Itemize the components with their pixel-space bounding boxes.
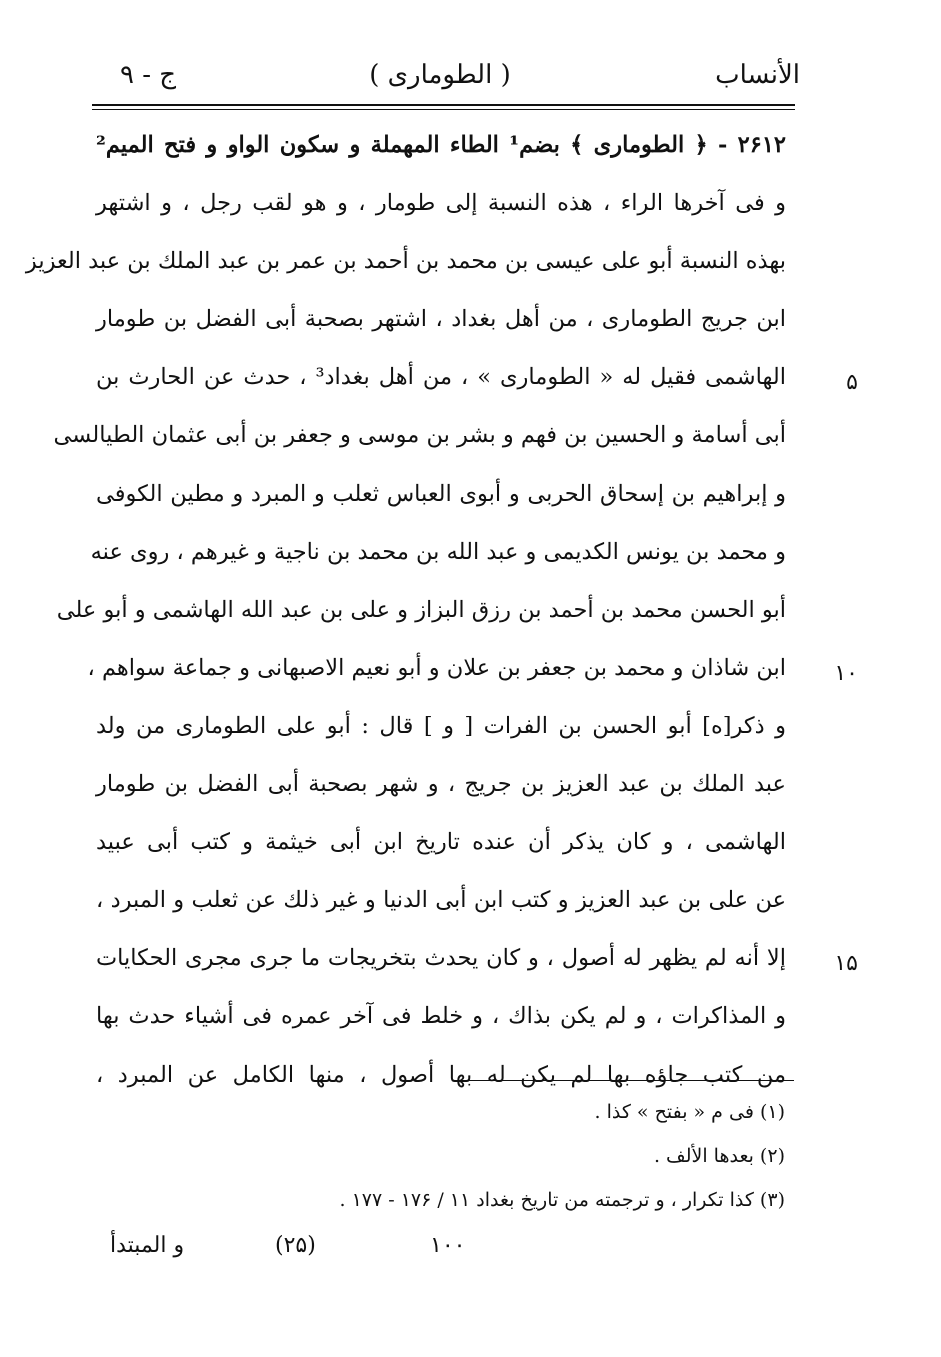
signature-mark: ۱۰۰ [430, 1233, 466, 1258]
line-text: ۲۶۱۲ - ﴿ الطوماری ﴾ بضم¹ الطاء المهملة و سکون الواو و فتح المیم² [96, 132, 786, 158]
line-text: أبو الحسن محمد بن أحمد بن رزق البزاز و علی بن عبد الله الهاشمی و أبو علی [56, 596, 786, 623]
main-text [25, 120, 858, 1108]
header-rule [92, 104, 795, 106]
text-line [96, 991, 786, 1049]
line-text: و محمد بن یونس الکدیمی و عبد الله بن محمد بن ناجیة و غیرهم ، روی عنه [90, 538, 786, 565]
text-line [53, 410, 786, 468]
text-line [96, 701, 786, 759]
catchword: و المبتدأ [110, 1233, 185, 1258]
line-text: و إبراهیم بن إسحاق الحربی و أبوی العباس ثعلب و المبرد و مطین الکوفی [96, 480, 786, 507]
footnote-2: (۲) بعدها الألف . [653, 1145, 785, 1167]
line-text: و ذکر[ه] أبو الحسن بن الفرات [ و ] قال : أبو علی الطوماری من ولد [96, 712, 786, 739]
line-number: ۱۰ [834, 660, 858, 686]
text-line [56, 585, 786, 643]
text-line [96, 294, 786, 352]
page-footer [110, 1226, 710, 1266]
line-text: الهاشمی فقیل له « الطوماری » ، من أهل بغداد³ ، حدث عن الحارث بن [96, 364, 786, 391]
text-line [96, 759, 786, 817]
text-line [96, 817, 786, 875]
line-text: أبی أسامة و الحسین بن فهم و بشر بن موسی و جعفر بن أبی عثمان الطیالسی [53, 422, 786, 449]
footnote-rule [460, 1080, 794, 1081]
text-line [96, 933, 858, 991]
header-section: الأنساب [715, 60, 800, 90]
header-volume: ج - ۹ [120, 60, 177, 90]
text-line [96, 120, 786, 178]
line-text: عن علی بن عبد العزیز و کتب ابن أبی الدنیا و غیر ذلك عن ثعلب و المبرد ، [96, 887, 786, 914]
line-text: ابن شاذان و محمد بن جعفر بن علان و أبو نعیم الاصبهانی و جماعة سواهم ، [87, 654, 786, 681]
text-line [96, 469, 786, 527]
text-line [25, 236, 786, 294]
line-text: ابن جریج الطوماری ، من أهل بغداد ، اشتهر بصحبة أبی الفضل بن طومار [96, 306, 786, 333]
footnote-1: (۱) فی م « بفتح » کذا . [594, 1101, 785, 1123]
line-text: عبد الملك بن عبد العزیز بن جریج ، و شهر بصحبة أبی الفضل بن طومار [96, 771, 786, 798]
footnotes [200, 1090, 785, 1222]
page-number: (۲۵) [275, 1233, 316, 1258]
running-header [80, 52, 800, 98]
line-text: إلا أنه لم یظهر له أصول ، و کان یحدث بتخریجات ما جری مجری الحکایات [96, 945, 786, 972]
header-rule-thin [92, 109, 795, 110]
text-line [96, 875, 786, 933]
header-title: ( الطوماری ) [369, 60, 511, 90]
line-text: من کتب جاؤه بها لم یکن له بها أصول ، منها الکامل عن المبرد ، [96, 1061, 786, 1088]
footnote-3: (۳) کذا تکرار ، و ترجمته من تاریخ بغداد ۱۱ / ۱۷۶ - ۱۷۷ . [339, 1189, 785, 1211]
text-line [87, 643, 858, 701]
line-number: ۵ [846, 370, 858, 396]
text-line [96, 178, 786, 236]
line-text: الهاشمی ، و کان یذکر أن عنده تاریخ ابن أبی خیثمة و کتب أبی عبید [96, 829, 786, 856]
text-line [90, 527, 786, 585]
text-line [96, 352, 858, 410]
line-text: بهذه النسبة أبو علی عیسی بن محمد بن أحمد بن عمر بن عبد الملك بن عبد العزیز [25, 248, 786, 275]
line-text: و فی آخرها الراء ، هذه النسبة إلی طومار ، و هو لقب رجل ، و اشتهر [96, 190, 786, 217]
line-text: و المذاکرات ، و لم یکن بذاك ، و خلط فی آخر عمره فی أشیاء حدث بها [96, 1003, 786, 1030]
line-number: ۱۵ [834, 951, 858, 977]
